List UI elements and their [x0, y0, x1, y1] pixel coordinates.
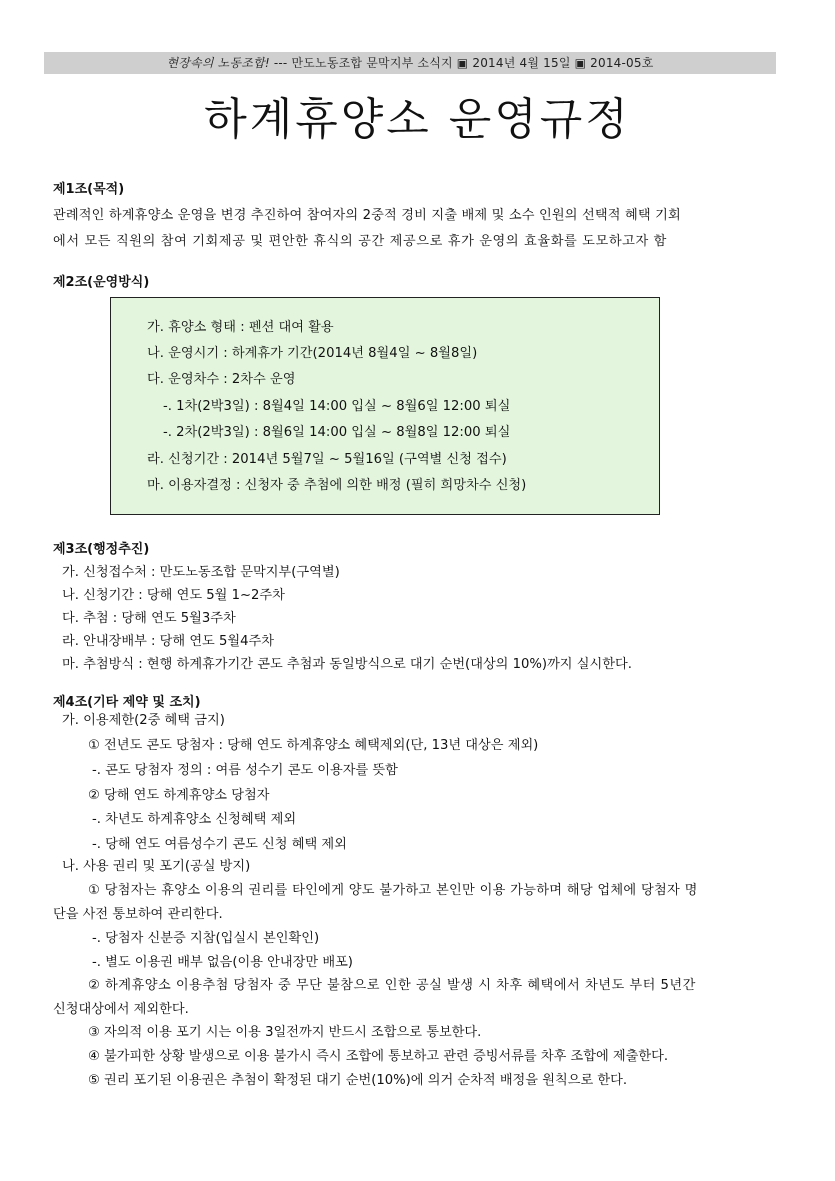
header-slogan: 현장속의 노동조합! [166, 56, 270, 70]
operation-method-box [110, 297, 660, 515]
article-4-b-2-line-1: ② 하계휴양소 이용추첨 당첨자 중 무단 불참으로 인한 공실 발생 시 차후 혜택에서 차년도 부터 5년간 [88, 978, 696, 993]
article-4-a-2-sub-2: -. 당해 연도 여름성수기 콘도 신청 혜택 제외 [92, 837, 347, 852]
box-item-application-period: 라. 신청기간 : 2014년 5월7일 ~ 5월16일 (구역별 신청 접수) [147, 452, 507, 467]
article-4-b-1-sub-1: -. 당첨자 신분증 지참(입실시 본인확인) [92, 931, 320, 946]
header-info: 만도노동조합 문막지부 소식지 ▣ 2014년 4월 15일 ▣ 2014-05호 [291, 56, 654, 70]
box-item-type: 가. 휴양소 형태 : 펜션 대여 활용 [147, 320, 334, 335]
box-item-round-2: -. 2차(2박3일) : 8월6일 14:00 입실 ~ 8월8일 12:00 퇴실 [163, 425, 511, 440]
article-4-a-2-sub-1: -. 차년도 하계휴양소 신청혜택 제외 [92, 812, 297, 827]
article-4-b-1-sub-2: -. 별도 이용권 배부 없음(이용 안내장만 배포) [92, 955, 353, 970]
box-item-period: 나. 운영시기 : 하계휴가 기간(2014년 8월4일 ~ 8월8일) [147, 346, 478, 361]
article-4-b-1-line-1: ① 당첨자는 휴양소 이용의 권리를 타인에게 양도 불가하고 본인만 이용 가능하며 해당 업체에 당첨자 명 [88, 883, 698, 898]
article-4-heading: 제4조(기타 제약 및 조치) [53, 695, 201, 710]
article-4-b-4: ④ 불가피한 상황 발생으로 이용 불가시 즉시 조합에 통보하고 관련 증빙서류를 차후 조합에 제출한다. [88, 1049, 669, 1064]
box-item-selection: 마. 이용자결정 : 신청자 중 추첨에 의한 배정 (필히 희망차수 신청) [147, 478, 527, 493]
article-2-heading: 제2조(운영방식) [53, 275, 150, 290]
article-4-a-2: ② 당해 연도 하계휴양소 당첨자 [88, 788, 270, 803]
article-4-b-2-line-2: 신청대상에서 제외한다. [53, 1002, 189, 1017]
header-dashes: --- [273, 56, 288, 70]
document-title: 하계휴양소 운영규정 [204, 94, 631, 145]
article-4-a-1: ① 전년도 콘도 당첨자 : 당해 연도 하계휴양소 혜택제외(단, 13년 대상은 제외) [88, 738, 539, 753]
article-4-b-3: ③ 자의적 이용 포기 시는 이용 3일전까지 반드시 조합으로 통보한다. [88, 1025, 482, 1040]
article-3-item-4: 라. 안내장배부 : 당해 연도 5월4주차 [62, 634, 274, 649]
article-3-heading: 제3조(행정추진) [53, 542, 150, 557]
article-1-heading: 제1조(목적) [53, 182, 125, 197]
article-3-item-1: 가. 신청접수처 : 만도노동조합 문막지부(구역별) [62, 565, 340, 580]
article-4-b-title: 나. 사용 권리 및 포기(공실 방지) [62, 859, 251, 874]
newsletter-header [44, 52, 776, 74]
article-3-item-5: 마. 추첨방식 : 현행 하계휴가기간 콘도 추첨과 동일방식으로 대기 순번(대상의 10%)까지 실시한다. [62, 657, 632, 672]
article-1-line-2: 에서 모든 직원의 참여 기회제공 및 편안한 휴식의 공간 제공으로 휴가 운영의 효율화를 도모하고자 함 [53, 234, 667, 249]
article-4-b-5: ⑤ 권리 포기된 이용권은 추첨이 확정된 대기 순번(10%)에 의거 순차적 배정을 원칙으로 한다. [88, 1073, 628, 1088]
article-4-b-1-line-2: 단을 사전 통보하여 관리한다. [53, 907, 223, 922]
box-item-rounds: 다. 운영차수 : 2차수 운영 [147, 372, 296, 387]
article-1-line-1: 관례적인 하계휴양소 운영을 변경 추진하여 참여자의 2중적 경비 지출 배제 및 소수 인원의 선택적 혜택 기회 [53, 208, 681, 223]
box-item-round-1: -. 1차(2박3일) : 8월4일 14:00 입실 ~ 8월6일 12:00 퇴실 [163, 399, 511, 414]
article-4-a-1-sub: -. 콘도 당첨자 정의 : 여름 성수기 콘도 이용자를 뜻함 [92, 763, 398, 778]
article-3-item-2: 나. 신청기간 : 당해 연도 5월 1~2주차 [62, 588, 285, 603]
article-4-a-title: 가. 이용제한(2중 혜택 금지) [62, 713, 225, 728]
article-3-item-3: 다. 추첨 : 당해 연도 5월3주차 [62, 611, 236, 626]
